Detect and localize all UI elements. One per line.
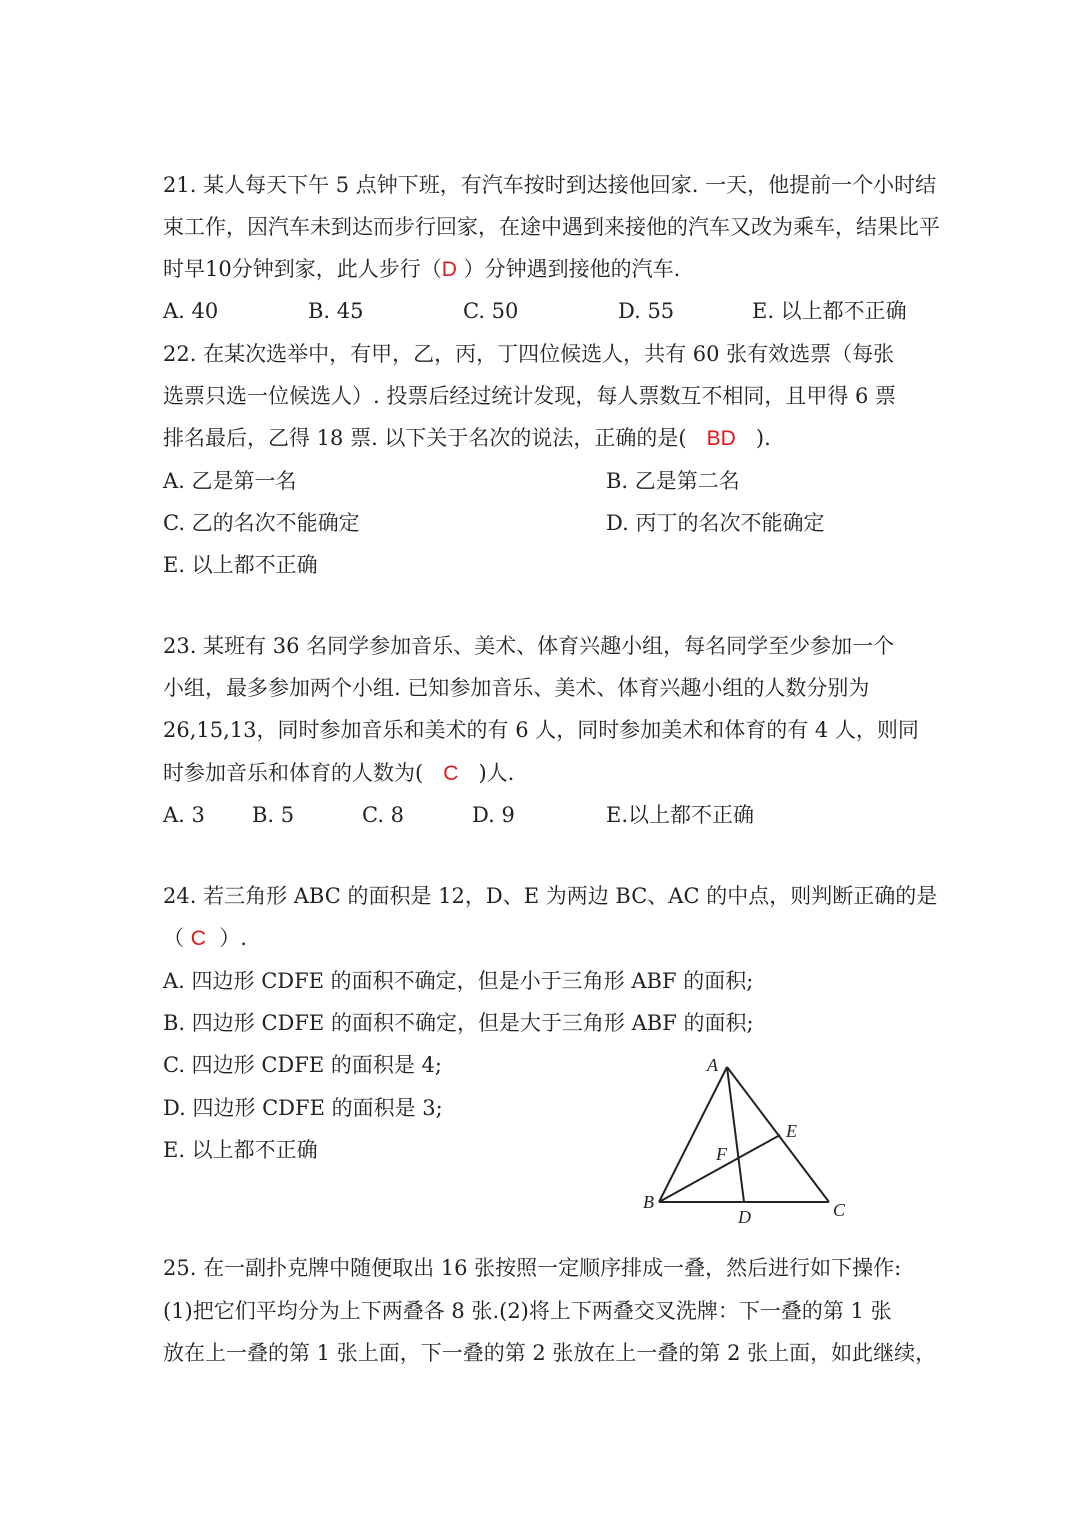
q21-option-c: C. 50 xyxy=(463,299,519,323)
q22-line-2: 选票只选一位候选人）. 投票后经过统计发现，每人票数互不相同，且甲得 6 票 xyxy=(163,384,897,408)
label-b: B xyxy=(643,1192,654,1212)
q24-option-c: C. 四边形 CDFE 的面积是 4; xyxy=(163,1053,442,1077)
q24-option-a: A. 四边形 CDFE 的面积不确定，但是小于三角形 ABF 的面积; xyxy=(163,969,754,993)
q21-option-a: A. 40 xyxy=(163,299,219,323)
q23-line-4 xyxy=(163,758,514,789)
q21-answer: D xyxy=(441,258,457,281)
q25-line-1: 25. 在一副扑克牌中随便取出 16 张按照一定顺序排成一叠，然后进行如下操作: xyxy=(163,1256,902,1280)
q24-option-b: B. 四边形 CDFE 的面积不确定，但是大于三角形 ABF 的面积; xyxy=(163,1011,754,1035)
q23-option-d: D. 9 xyxy=(472,803,515,827)
q23-text: 时参加音乐和体育的人数为( xyxy=(163,761,424,785)
q22-option-c: C. 乙的名次不能确定 xyxy=(163,511,360,535)
q21-line-3 xyxy=(163,254,680,285)
q21-line-1: 21. 某人每天下午 5 点钟下班，有汽车按时到达接他回家. 一天，他提前一个小时结 xyxy=(163,173,937,197)
q23-option-a: A. 3 xyxy=(163,803,205,827)
q22-option-b: B. 乙是第二名 xyxy=(606,469,740,493)
q25-line-3: 放在上一叠的第 1 张上面，下一叠的第 2 张放在上一叠的第 2 张上面，如此继续， xyxy=(163,1341,937,1365)
label-f: F xyxy=(716,1144,727,1164)
q21-text-end: ）分钟遇到接他的汽车. xyxy=(456,257,681,281)
q21-text: 时早10分钟到家，此人步行（ xyxy=(163,257,442,281)
q23-line-2: 小组，最多参加两个小组. 已知参加音乐、美术、体育兴趣小组的人数分别为 xyxy=(163,676,870,700)
q23-option-e: E.以上都不正确 xyxy=(606,803,755,827)
q23-answer: C xyxy=(443,762,459,785)
side-ab xyxy=(659,1067,727,1202)
q22-option-a: A. 乙是第一名 xyxy=(163,469,297,493)
q24-text: （ xyxy=(163,926,191,950)
q24-answer: C xyxy=(190,927,206,950)
q24-option-d: D. 四边形 CDFE 的面积是 3; xyxy=(163,1096,443,1120)
q22-answer: BD xyxy=(706,427,736,450)
q23-text-end: )人. xyxy=(471,761,515,785)
q22-line-1: 22. 在某次选举中，有甲，乙，丙，丁四位候选人，共有 60 张有效选票（每张 xyxy=(163,342,895,366)
q22-option-d: D. 丙丁的名次不能确定 xyxy=(606,511,825,535)
q21-option-b: B. 45 xyxy=(308,299,364,323)
q21-line-2: 束工作，因汽车未到达而步行回家，在途中遇到来接他的汽车又改为乘车，结果比平 xyxy=(163,215,940,239)
q22-text-end: ). xyxy=(749,426,771,450)
triangle-figure xyxy=(630,1045,860,1235)
q23-option-c: C. 8 xyxy=(362,803,405,827)
q23-option-b: B. 5 xyxy=(252,803,295,827)
q24-text-end: ）. xyxy=(212,926,247,950)
q25-line-2: (1)把它们平均分为上下两叠各 8 张.(2)将上下两叠交叉洗牌：下一叠的第 1 张 xyxy=(163,1299,892,1323)
q22-line-3 xyxy=(163,423,771,454)
label-a: A xyxy=(707,1055,718,1075)
q23-line-3: 26,15,13，同时参加音乐和美术的有 6 人，同时参加美术和体育的有 4 人，则同 xyxy=(163,718,919,742)
q21-option-e: E. 以上都不正确 xyxy=(752,299,907,323)
q23-line-1: 23. 某班有 36 名同学参加音乐、美术、体育兴趣小组，每名同学至少参加一个 xyxy=(163,634,895,658)
q24-line-1: 24. 若三角形 ABC 的面积是 12，D、E 为两边 BC、AC 的中点，则判断正确的是 xyxy=(163,884,938,908)
q24-line-2 xyxy=(163,923,247,954)
label-c: C xyxy=(833,1200,846,1220)
q22-text: 排名最后，乙得 18 票. 以下关于名次的说法，正确的是( xyxy=(163,426,687,450)
q21-option-d: D. 55 xyxy=(618,299,675,323)
q24-option-e: E. 以上都不正确 xyxy=(163,1138,318,1162)
q22-option-e: E. 以上都不正确 xyxy=(163,553,318,577)
label-d: D xyxy=(738,1207,751,1227)
label-e: E xyxy=(786,1121,797,1141)
